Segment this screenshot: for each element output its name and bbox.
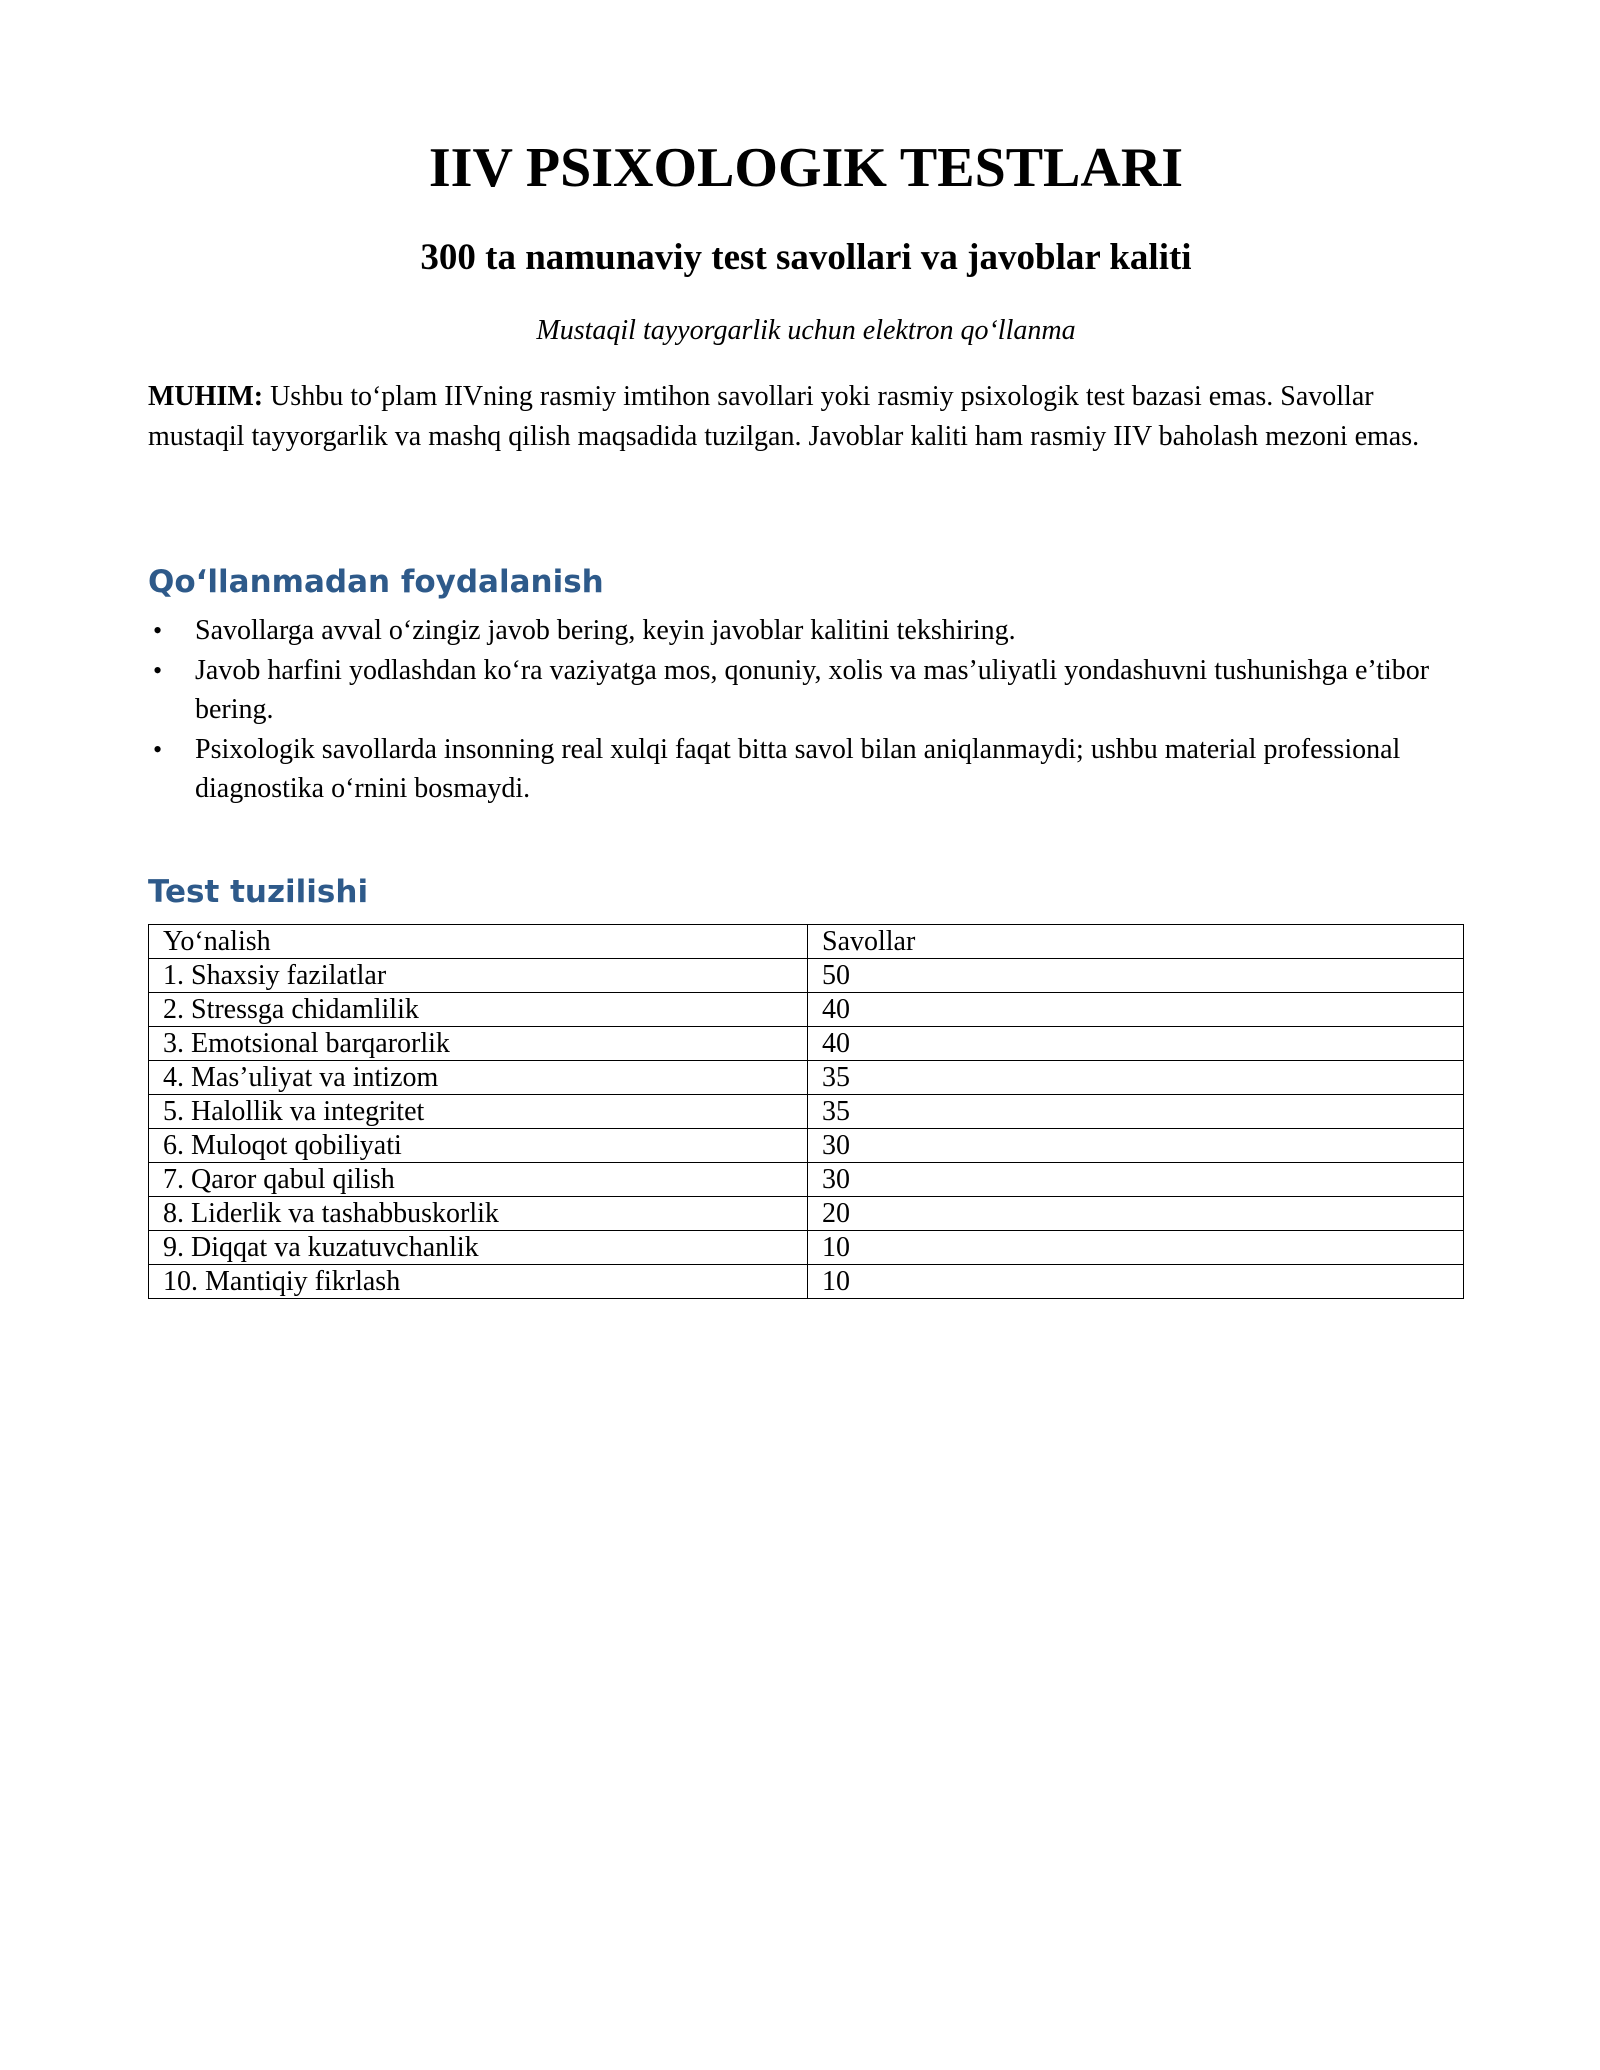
table-cell-count: 20: [808, 1197, 1464, 1231]
table-header-cell: Yo‘nalish: [149, 925, 808, 959]
table-cell-count: 10: [808, 1265, 1464, 1299]
table-cell-count: 40: [808, 1027, 1464, 1061]
table-cell-direction: 2. Stressga chidamlilik: [149, 993, 808, 1027]
table-cell-direction: 5. Halollik va integritet: [149, 1095, 808, 1129]
test-structure-table: [148, 924, 1464, 1299]
table-cell-count: 50: [808, 959, 1464, 993]
table-cell-direction: 3. Emotsional barqarorlik: [149, 1027, 808, 1061]
table-row: [149, 1163, 1464, 1197]
bullet-icon: •: [153, 616, 163, 645]
bullet-icon: •: [153, 655, 163, 685]
usage-bullet-item: [148, 730, 1464, 809]
important-notice: [148, 377, 1464, 456]
table-row: [149, 959, 1464, 993]
table-row: [149, 993, 1464, 1027]
document-subtitle: 300 ta namunaviy test savollari va javoblar kaliti: [420, 237, 1192, 278]
table-cell-direction: 6. Muloqot qobiliyati: [149, 1129, 808, 1163]
table-row: [149, 1061, 1464, 1095]
bullet-icon: •: [153, 734, 163, 764]
table-cell-count: 40: [808, 993, 1464, 1027]
notice-text: Ushbu to‘plam IIVning rasmiy imtihon savollari yoki rasmiy psixologik test bazasi emas. Savollar mustaqil tayyorgarlik va mashq qilish maqsadida tuzilgan. Javoblar kaliti ham rasmiy IIV baholash mezoni emas.: [148, 381, 1420, 452]
usage-bullet-text: Savollarga avval o‘zingiz javob bering, keyin javoblar kalitini tekshiring.: [195, 615, 1016, 646]
table-cell-count: 30: [808, 1163, 1464, 1197]
table-header-row: [149, 925, 1464, 959]
table-header-cell: Savollar: [808, 925, 1464, 959]
table-row: [149, 1231, 1464, 1265]
table-cell-count: 35: [808, 1061, 1464, 1095]
table-row: [149, 1197, 1464, 1231]
table-row: [149, 1027, 1464, 1061]
usage-heading: Qo‘llanmadan foydalanish: [148, 564, 604, 600]
usage-bullet-text: Psixologik savollarda insonning real xulqi faqat bitta savol bilan aniqlanmaydi; ushbu material professional diagnostika o‘rnini bosmaydi.: [195, 733, 1401, 804]
usage-bullet-text: Javob harfini yodlashdan ko‘ra vaziyatga mos, qonuniy, xolis va mas’uliyatli yondashuvni tushunishga e’tibor bering.: [195, 654, 1430, 725]
table-cell-direction: 8. Liderlik va tashabbuskorlik: [149, 1197, 808, 1231]
table-cell-direction: 1. Shaxsiy fazilatlar: [149, 959, 808, 993]
table-cell-count: 30: [808, 1129, 1464, 1163]
table-row: [149, 1265, 1464, 1299]
table-cell-count: 35: [808, 1095, 1464, 1129]
table-cell-direction: 4. Mas’uliyat va intizom: [149, 1061, 808, 1095]
document-tagline: Mustaqil tayyorgarlik uchun elektron qo‘llanma: [536, 315, 1076, 346]
table-cell-direction: 7. Qaror qabul qilish: [149, 1163, 808, 1197]
table-row: [149, 1129, 1464, 1163]
table-cell-count: 10: [808, 1231, 1464, 1265]
table-row: [149, 1095, 1464, 1129]
usage-bullet-item: [148, 651, 1464, 730]
structure-heading: Test tuzilishi: [148, 874, 369, 910]
notice-label: MUHIM:: [148, 381, 264, 412]
table-cell-direction: 10. Mantiqiy fikrlash: [149, 1265, 808, 1299]
table-cell-direction: 9. Diqqat va kuzatuvchanlik: [149, 1231, 808, 1265]
usage-bullet-item: [148, 611, 1464, 651]
document-title: IIV PSIXOLOGIK TESTLARI: [428, 137, 1184, 199]
usage-bullet-list: [148, 611, 1464, 809]
